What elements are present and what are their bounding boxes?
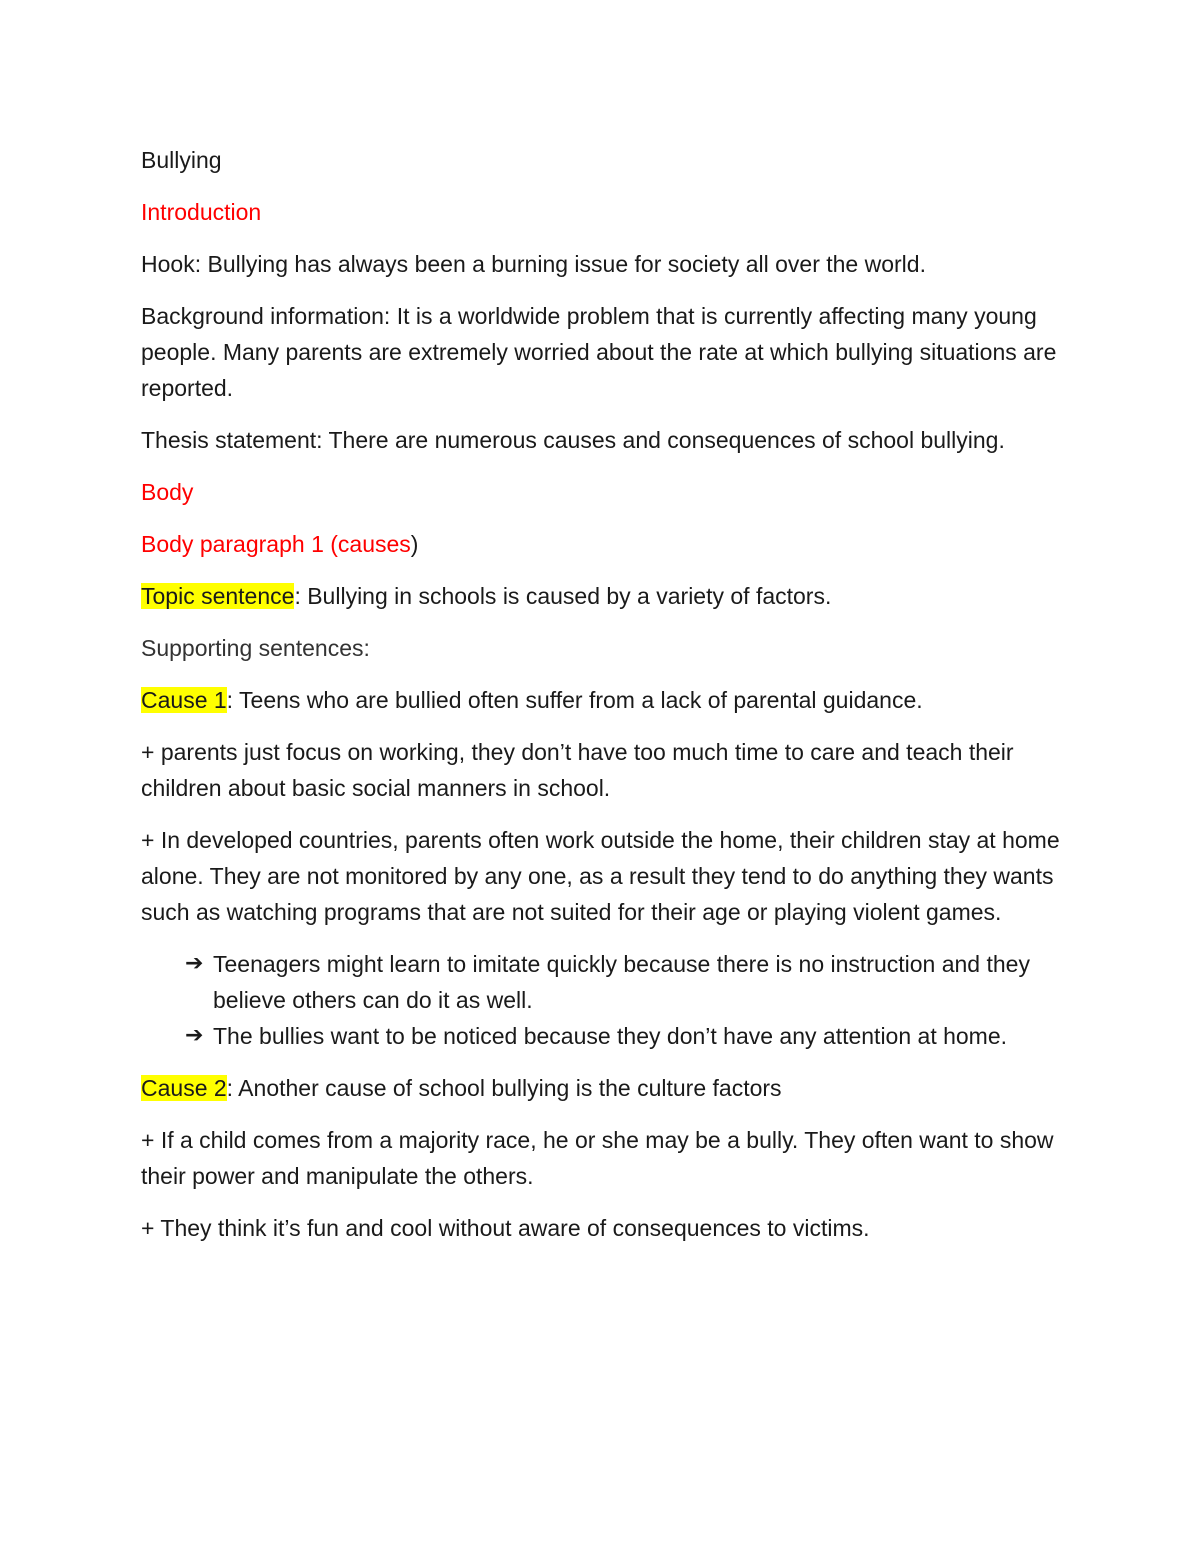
cause-2-point-2: + They think it’s fun and cool without aware of consequences to victims.: [141, 1215, 870, 1241]
cause-1: [141, 682, 1071, 718]
arrow-list-item: [185, 1018, 1071, 1054]
cause-2: [141, 1070, 1071, 1106]
document-body: [141, 142, 1071, 1262]
arrow-list-item-text: The bullies want to be noticed because they don’t have any attention at home.: [213, 1023, 1008, 1049]
arrow-list-item-text: Teenagers might learn to imitate quickly because there is no instruction and they believe others can do it as well.: [213, 951, 1030, 1013]
body-paragraph-1-heading-main: Body paragraph 1 (causes: [141, 531, 411, 557]
supporting-sentences-label: Supporting sentences:: [141, 635, 370, 661]
cause-2-point-1: + If a child comes from a majority race, he or she may be a bully. They often want to show their power and manipulate the others.: [141, 1127, 1054, 1189]
topic-sentence: [141, 578, 1071, 614]
background-paragraph: Background information: It is a worldwide problem that is currently affecting many young people. Many parents are extremely worried about the rate at which bullying situations are reported.: [141, 303, 1057, 401]
document-title: Bullying: [141, 147, 222, 173]
hook-paragraph: Hook: Bullying has always been a burning issue for society all over the world.: [141, 251, 926, 277]
topic-sentence-text: : Bullying in schools is caused by a variety of factors.: [294, 583, 832, 609]
right-arrow-icon: ➔: [185, 1023, 204, 1048]
body-paragraph-1-heading: [141, 526, 1071, 562]
cause-1-point-2: + In developed countries, parents often work outside the home, their children stay at home alone. They are not monitored by any one, as a result they tend to do anything they wants such as watching programs that are not suited for their age or playing violent games.: [141, 827, 1060, 925]
introduction-heading: Introduction: [141, 199, 262, 225]
cause-1-point-1: + parents just focus on working, they don’t have too much time to care and teach their children about basic social manners in school.: [141, 739, 1014, 801]
cause-1-label: Cause 1: [141, 687, 227, 713]
cause-2-text: : Another cause of school bullying is the culture factors: [226, 1075, 782, 1101]
thesis-paragraph: Thesis statement: There are numerous causes and consequences of school bullying.: [141, 427, 1005, 453]
cause-2-label: Cause 2: [141, 1075, 227, 1101]
cause-1-text: : Teens who are bullied often suffer from a lack of parental guidance.: [226, 687, 923, 713]
arrow-list: [141, 946, 1071, 1054]
right-arrow-icon: ➔: [185, 951, 204, 976]
arrow-list-item: [185, 946, 1071, 1018]
body-heading: Body: [141, 479, 194, 505]
topic-sentence-label: Topic sentence: [141, 583, 295, 609]
body-paragraph-1-heading-close: ): [410, 531, 419, 557]
